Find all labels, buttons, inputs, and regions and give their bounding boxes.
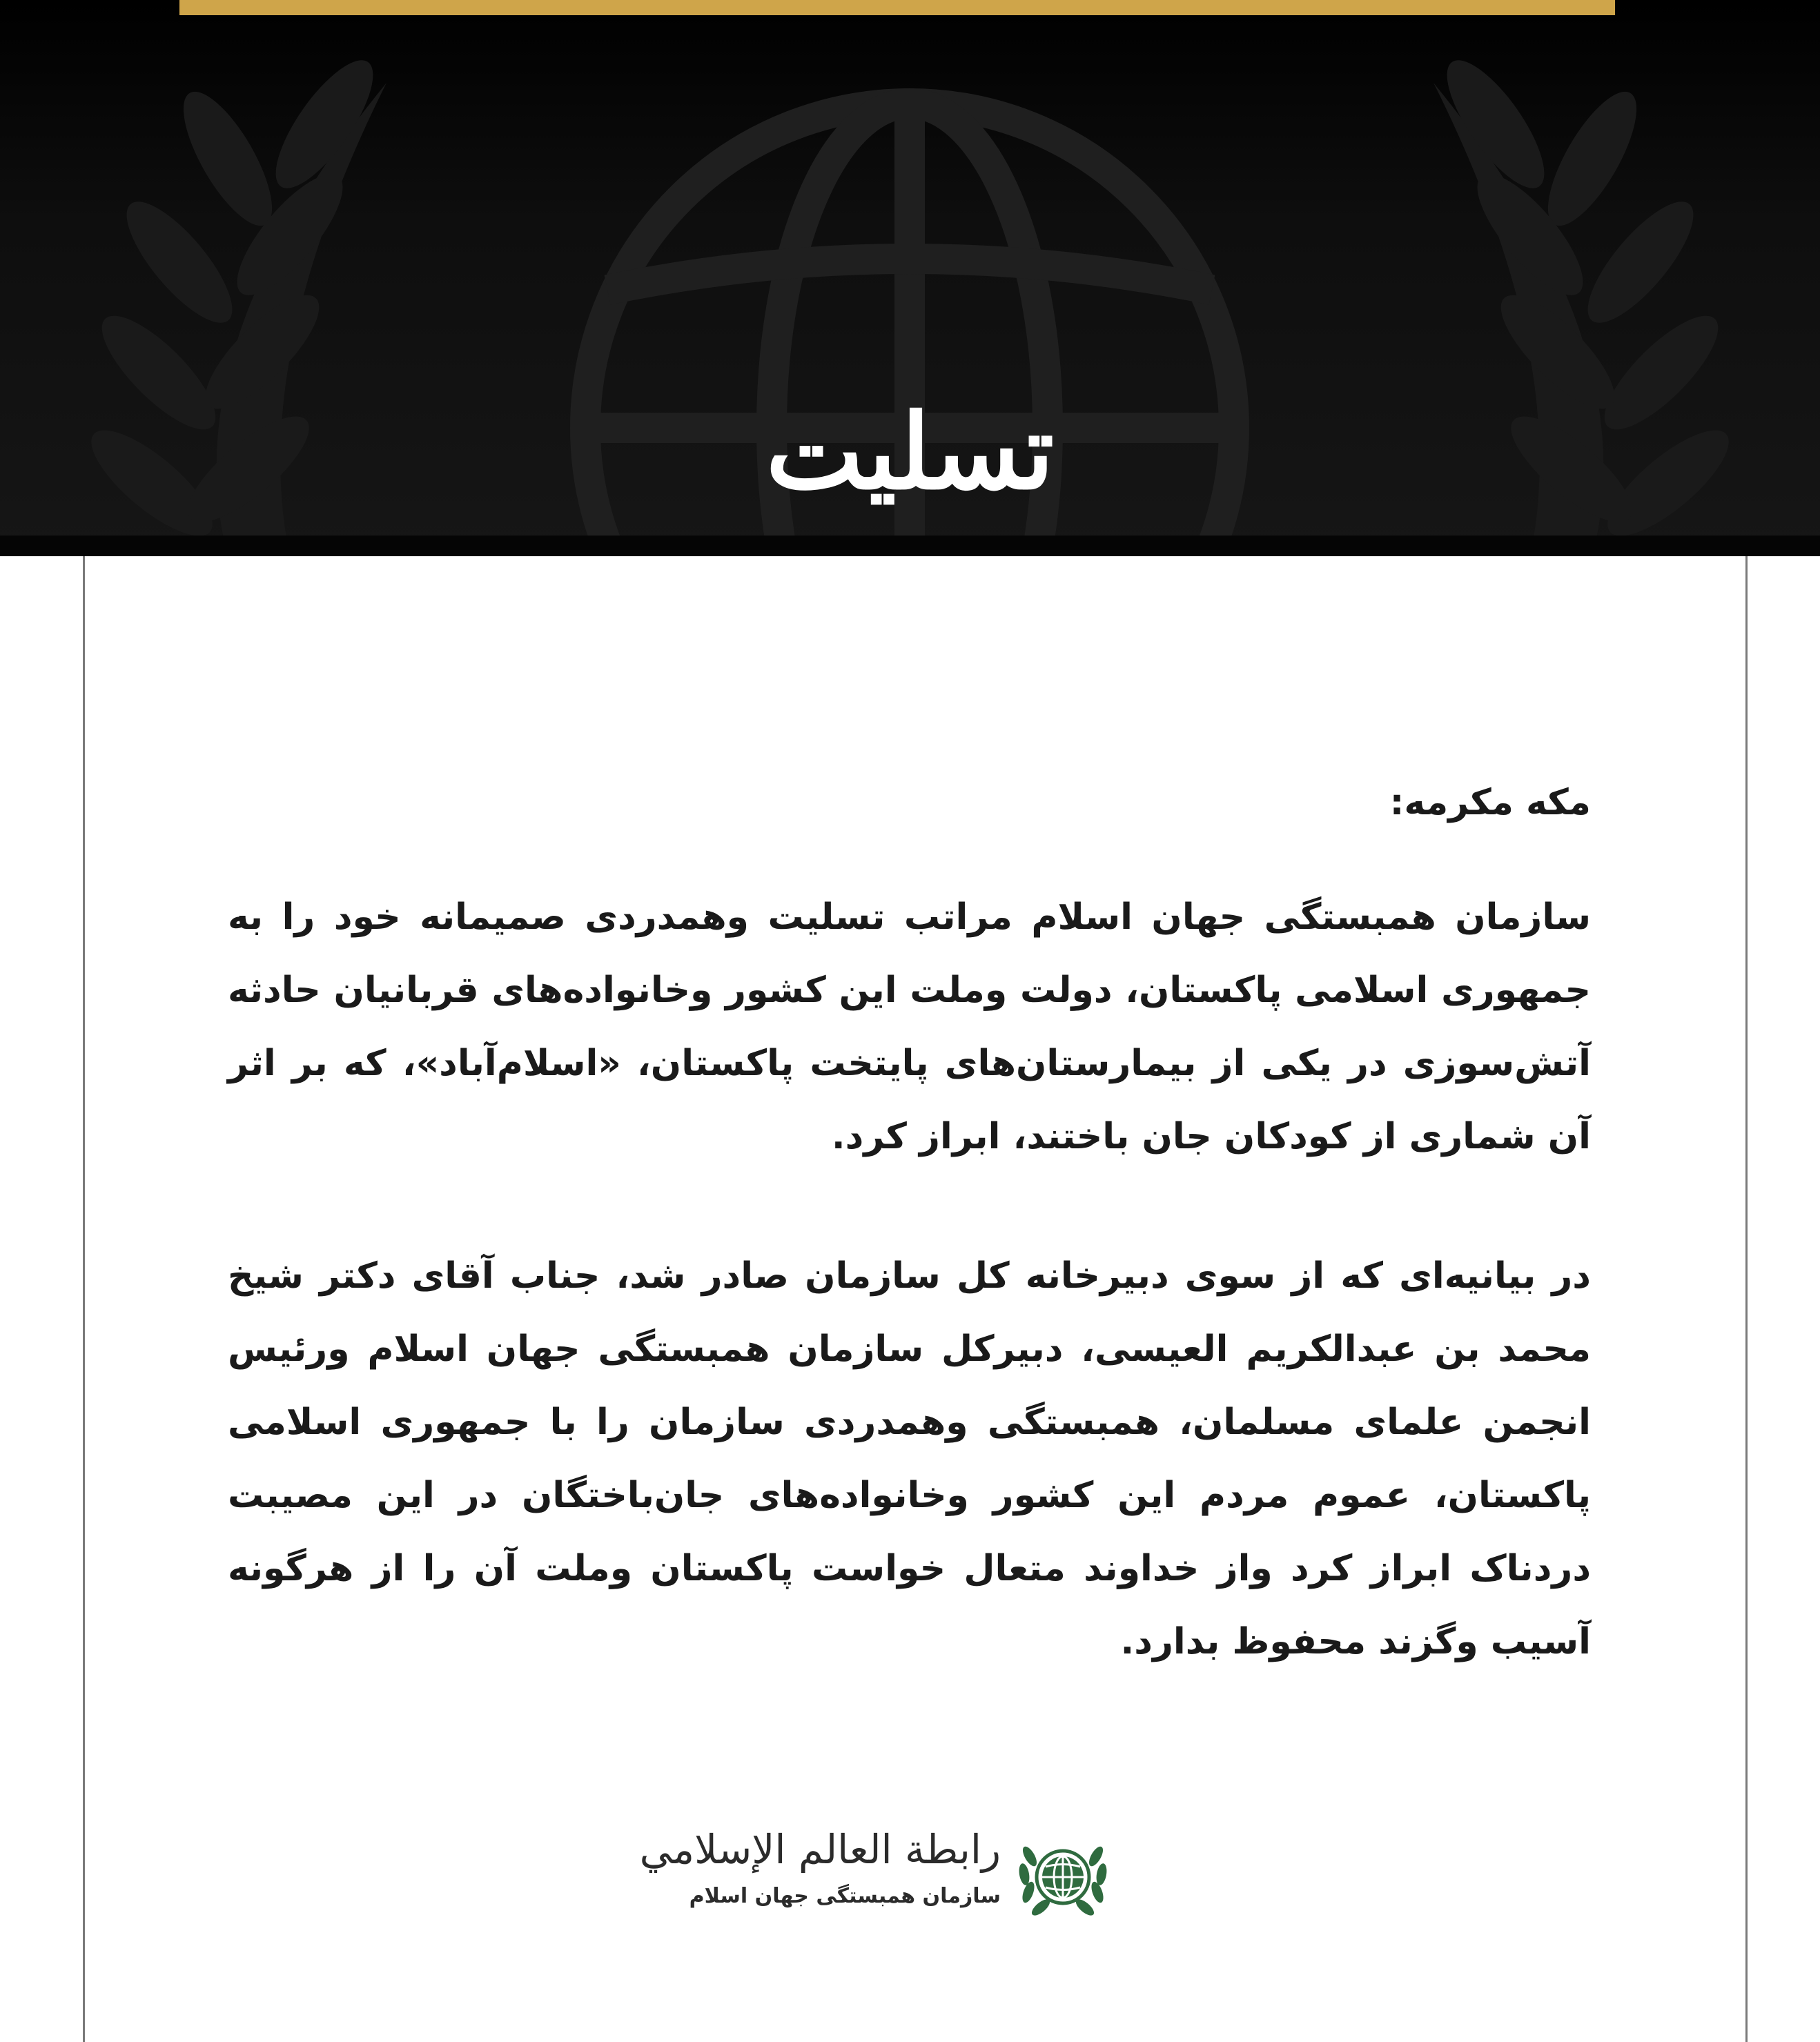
article-body [228,766,1591,1678]
page-title: تسلیت [765,391,1055,513]
header-divider [0,536,1820,556]
article-paragraph-1: سازمان همبستگی جهان اسلام مراتب تسلیت وهمدردی صمیمانه خود را به جمهوری اسلامی پاکستان، دولت وملت این کشور وخانواده‌های قربانیان حادثه آتش‌سوزی در یکی از بیمارستان‌های پایتخت پاکستان، «اسلام‌آباد»، که بر اثر آن شماری از کودکان جان باختند، ابراز کرد. [228,896,1591,1157]
globe-wreath-seal-icon [1015,1829,1111,1925]
dateline: مکه مکرمه: [1389,782,1591,823]
organization-logo [639,1822,1111,1918]
header-banner [0,0,1820,556]
logo-arabic-name: رابطة العالم الإسلامي [639,1826,1001,1873]
article-paragraph-2: در بیانیه‌ای که از سوی دبیرخانه کل سازمان صادر شد، جناب آقای دکتر شیخ محمد بن عبدالکریم العیسی، دبیرکل سازمان همبستگی جهان اسلام ورئیس انجمن علمای مسلمان، همبستگی وهمدردی سازمان را با جمهوری اسلامی پاکستان، عموم مردم این کشور وخانواده‌های جان‌باختگان در این مصیبت دردناک ابراز کرد واز خداوند متعال خواست پاکستان وملت آن را از هرگونه آسیب وگزند محفوظ بدارد. [228,1255,1591,1662]
logo-persian-name: سازمان همبستگی جهان اسلام [689,1884,1001,1908]
gold-accent-strip [179,0,1615,15]
